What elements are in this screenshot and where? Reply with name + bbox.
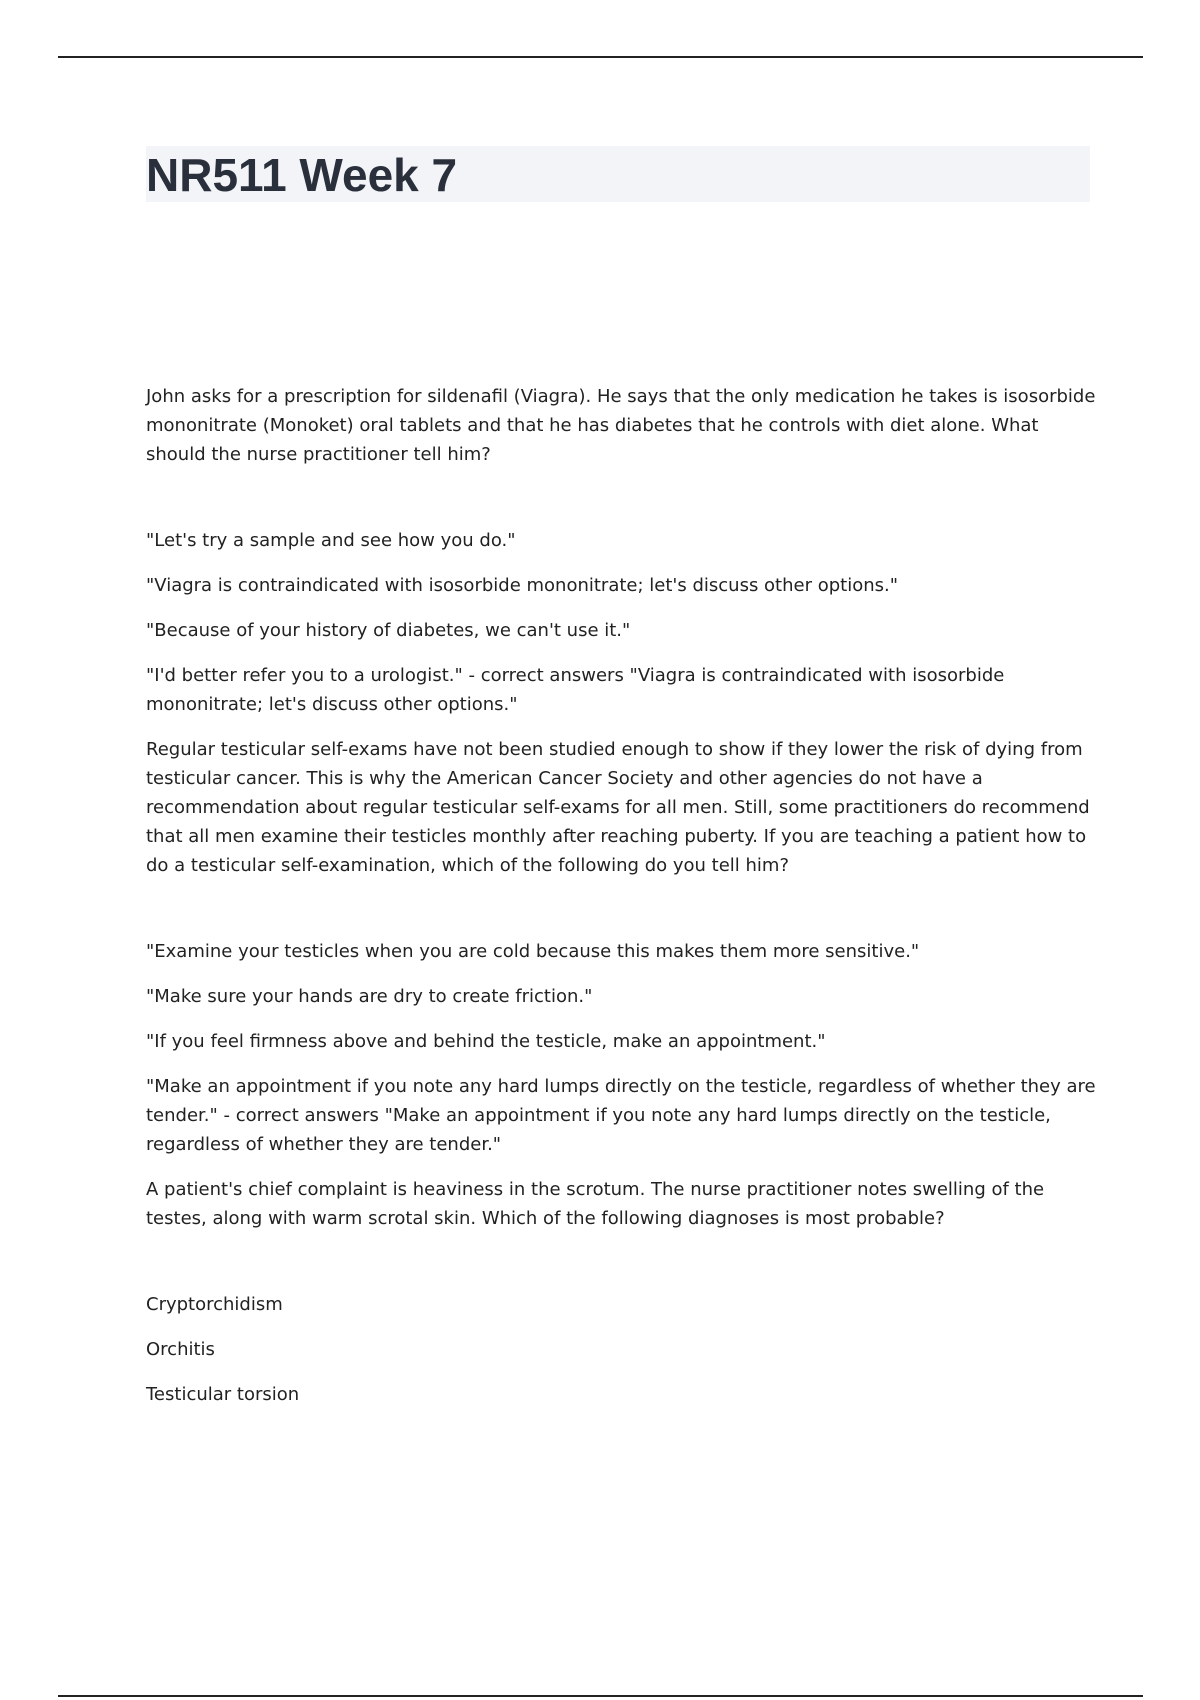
top-rule [58, 56, 1143, 58]
q3-option-3: Testicular torsion [146, 1384, 300, 1405]
q2-option-1: "Examine your testicles when you are cold because this makes them more sensitive." [146, 941, 920, 962]
q1-question: John asks for a prescription for sildenafil (Viagra). He says that the only medication he takes is isosorbide mononitrate (Monoket) oral tablets and that he has diabetes that he controls with diet alone. What should the nurse practitioner tell him? [146, 386, 1096, 465]
q3-option-1: Cryptorchidism [146, 1294, 283, 1315]
q1-option-4-answer: "I'd better refer you to a urologist." - correct answers "Viagra is contraindicated with isosorbide mononitrate; let's discuss other options." [146, 665, 1005, 715]
q1-option-1: "Let's try a sample and see how you do." [146, 530, 516, 551]
q2-question: Regular testicular self-exams have not been studied enough to show if they lower the risk of dying from testicular cancer. This is why the American Cancer Society and other agencies do not have a recommendation about regular testicular self-exams for all men. Still, some practitioners do recommend that all men examine their testicles monthly after reaching puberty. If you are teaching a patient how to do a testicular self-examination, which of the following do you tell him? [146, 739, 1090, 876]
q2-option-4-answer: "Make an appointment if you note any hard lumps directly on the testicle, regardless of whether they are tender." - correct answers "Make an appointment if you note any hard lumps directly on the testicle, regardless of whether they are tender." [146, 1076, 1096, 1155]
q3-option-2: Orchitis [146, 1339, 215, 1360]
q3-question: A patient's chief complaint is heaviness in the scrotum. The nurse practitioner notes swelling of the testes, along with warm scrotal skin. Which of the following diagnoses is most probable? [146, 1179, 1045, 1229]
q1-option-2: "Viagra is contraindicated with isosorbide mononitrate; let's discuss other options." [146, 575, 899, 596]
bottom-rule [58, 1695, 1143, 1697]
q2-option-2: "Make sure your hands are dry to create friction." [146, 986, 593, 1007]
q2-option-3: "If you feel firmness above and behind the testicle, make an appointment." [146, 1031, 826, 1052]
q1-option-3: "Because of your history of diabetes, we can't use it." [146, 620, 631, 641]
document-body [146, 382, 1096, 1425]
page-title: NR511 Week 7 [146, 149, 458, 201]
